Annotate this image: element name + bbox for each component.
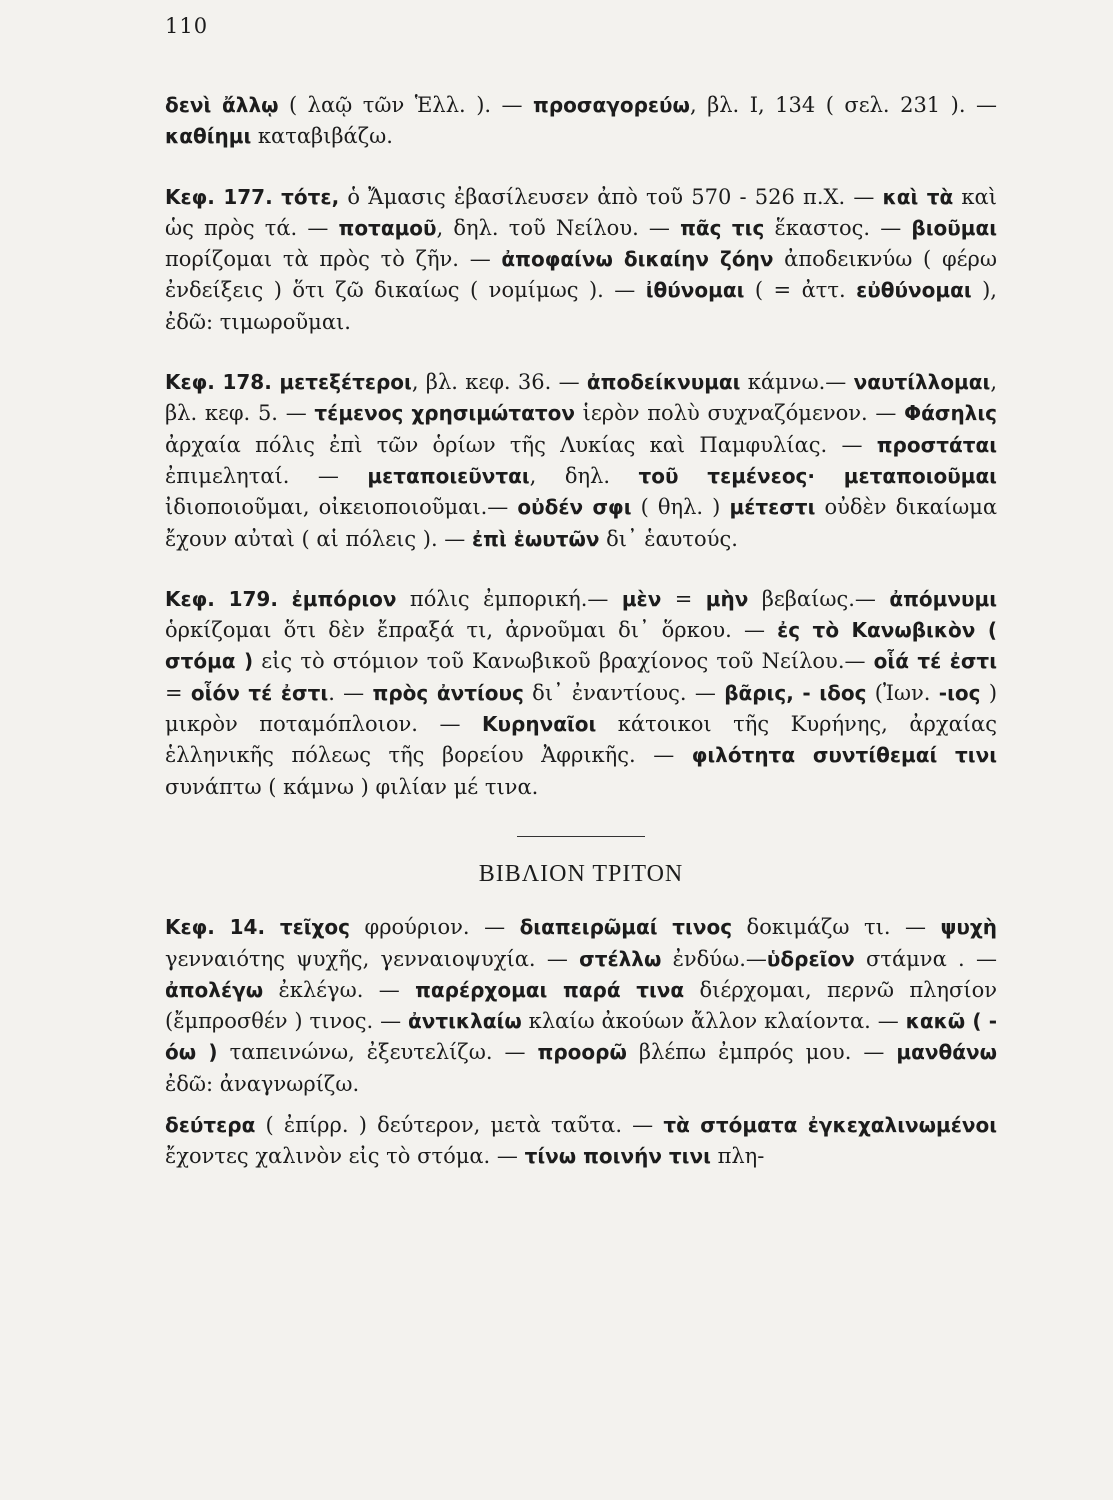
lemma: στέλλω <box>579 946 662 971</box>
lemma: παρέρχομαι παρά τινα <box>415 977 685 1002</box>
lemma: πρὸς ἀντίους <box>372 680 524 705</box>
gloss: , δηλ. <box>529 463 639 488</box>
lemma: μανθάνω <box>896 1040 997 1065</box>
lemma: ἀπολέγω <box>165 977 264 1002</box>
lemma: ποταμοῦ <box>338 215 437 240</box>
gloss: ἐνδύω.— <box>661 946 767 971</box>
lemma: πᾶς τις <box>680 215 765 240</box>
lemma: προορῶ <box>537 1040 627 1065</box>
lemma: καθίημι <box>165 124 252 149</box>
gloss: (Ἰων. <box>866 680 939 705</box>
gloss: ὁρκίζομαι ὅτι δὲν ἔπραξά τι, ἀρνοῦμαι δι᾽ ὅρκου. — <box>165 618 778 643</box>
paragraph-p0 <box>165 90 997 153</box>
lemma: ἐς τὸ Κανωβικὸν ( στόμα ) <box>165 618 997 674</box>
lemma: Κεφ. 14. τεῖχος <box>165 915 351 940</box>
gloss: δοκιμάζω τι. — <box>732 915 941 940</box>
lemma: μὲν <box>621 586 662 611</box>
lemma: Κεφ. 179. ἐμπόριον <box>165 586 397 611</box>
gloss: βεβαίως.— <box>748 586 890 611</box>
lemma: ψυχὴ <box>940 915 997 940</box>
gloss: , δηλ. τοῦ Νείλου. — <box>436 215 681 240</box>
gloss: δι᾽ ἐναντίους. — <box>523 680 725 705</box>
section-divider <box>517 836 645 837</box>
book-title: ΒΙΒΛΙΟΝ ΤΡΙΤΟΝ <box>478 860 684 887</box>
gloss: διέρχομαι, περνῶ πλησίον (ἔμπροσθέν ) τινος. — <box>165 977 997 1034</box>
gloss: πόλις ἐμπορική.— <box>396 586 622 611</box>
lemma: φιλότητα συντίθεμαί τινι <box>691 743 998 768</box>
lemma: καὶ τὰ <box>882 184 954 209</box>
lemma: ὑδρεῖον <box>766 946 855 971</box>
lemma: τοῦ τεμένεος· μεταποιοῦμαι <box>638 463 997 488</box>
lemma: ἀποφαίνω δικαίην ζόην <box>501 247 774 272</box>
gloss: ἐδῶ: ἀναγνωρίζω. <box>165 1071 360 1096</box>
paragraph-p178 <box>165 367 997 555</box>
gloss: καταβιβάζω. <box>251 124 393 149</box>
gloss: ταπεινώνω, ἐξευτελίζω. — <box>217 1040 538 1065</box>
gloss: = <box>661 586 706 611</box>
gloss: ἰδιοποιοῦμαι, οἰκειοποιοῦμαι.— <box>165 495 518 520</box>
lemma: εὐθύνομαι <box>856 278 972 303</box>
lemma: προστάται <box>876 432 997 457</box>
gloss: , βλ. κεφ. 5. — <box>165 370 997 426</box>
lemma: ἀποδείκνυμαι <box>586 370 741 395</box>
lemma: Κεφ. 177. τότε, <box>165 184 340 209</box>
page-number: 110 <box>165 14 209 38</box>
gloss: κάτοικοι τῆς Κυρήνης, ἀρχαίας ἑλληνικῆς πόλεως τῆς βορείου Ἀφρικῆς. — <box>165 712 997 768</box>
paragraph-p179 <box>165 584 997 803</box>
gloss: δι᾽ ἑαυτούς. <box>599 526 738 551</box>
lemma: -ιος <box>938 680 981 705</box>
lemma: Κυρηναῖοι <box>482 712 597 737</box>
gloss: ἀρχαία πόλις ἐπὶ τῶν ὁρίων τῆς Λυκίας καὶ Παμφυλίας. — <box>165 432 877 457</box>
gloss: οὐδὲν δικαίωμα ἔχουν αὐταὶ ( αἱ πόλεις ). — <box>165 495 998 551</box>
gloss: ἱερὸν πολὺ συχναζόμενον. — <box>574 401 905 426</box>
gloss: πλη- <box>710 1144 765 1169</box>
lemma: ἰθύνομαι <box>645 278 745 303</box>
gloss: κάμνω.— <box>740 370 854 395</box>
gloss: εἰς τὸ στόμιον τοῦ Κανωβικοῦ βραχίονος τοῦ Νείλου.— <box>253 649 874 674</box>
gloss: συνάπτω ( κάμνω ) φιλίαν μέ τινα. <box>165 774 539 799</box>
gloss: στάμνα . — <box>854 946 997 971</box>
gloss: ) μικρὸν ποταμόπλοιον. — <box>165 680 998 737</box>
gloss: ἔχοντες χαλινὸν εἰς τὸ στόμα. — <box>165 1144 525 1169</box>
lemma: οἷά τέ ἐστι <box>873 649 997 674</box>
lemma: Κεφ. 178. μετεξέτεροι <box>165 370 412 395</box>
commentary-book-3 <box>165 912 997 1172</box>
gloss: βλέπω ἐμπρός μου. — <box>626 1040 897 1065</box>
lemma: οὐδέν σφι <box>517 495 632 520</box>
lemma: ἐπὶ ἑωυτῶν <box>471 526 600 551</box>
paragraph-b3p14b <box>165 1110 997 1173</box>
paragraph-b3p14 <box>165 912 997 1100</box>
lemma: δενὶ ἄλλῳ <box>165 93 279 117</box>
lemma: οἷόν τέ ἐστι <box>190 680 329 705</box>
lemma: διαπειρῶμαί τινος <box>519 915 733 940</box>
lemma: ἀντικλαίω <box>408 1009 522 1034</box>
lemma: μὴν <box>705 586 749 611</box>
lemma: Φάσηλις <box>904 401 997 426</box>
paragraph-p177 <box>165 182 997 338</box>
gloss: ὁ Ἄμασις ἐβασίλευσεν ἀπὸ τοῦ 570 - 526 π.Χ. — <box>339 184 883 209</box>
lemma: τὰ στόματα ἐγκεχαλινωμένοι <box>663 1113 998 1138</box>
lemma: μεταποιεῦνται <box>367 463 530 488</box>
gloss: = <box>165 680 191 705</box>
lemma: ἀπόμνυμι <box>889 586 997 611</box>
gloss: ἀποδεικνύω ( φέρω ἐνδείξεις ) ὅτι ζῶ δικαίως ( νομίμως ). — <box>165 247 997 303</box>
lemma: δεύτερα <box>165 1113 256 1138</box>
commentary-book-2 <box>165 90 997 803</box>
lemma: βιοῦμαι <box>911 215 997 240</box>
gloss: ), ἐδῶ: τιμωροῦμαι. <box>165 278 997 334</box>
lemma: προσαγορεύω <box>533 93 690 117</box>
lemma: βᾶρις, - ιδος <box>724 680 867 705</box>
gloss: κλαίω ἀκούων ἄλλον κλαίοντα. — <box>521 1009 906 1034</box>
gloss: ἐπιμεληταί. — <box>165 463 368 488</box>
gloss: ἕκαστος. — <box>764 215 912 240</box>
gloss: ἐκλέγω. — <box>263 977 416 1002</box>
lemma: κακῶ ( - όω ) <box>165 1009 997 1065</box>
gloss: καὶ ὡς πρὸς τά. — <box>165 184 997 240</box>
lemma: μέτεστι <box>729 495 816 520</box>
gloss: , βλ. κεφ. 36. — <box>411 370 587 395</box>
lemma: ναυτίλλομαι <box>853 370 991 395</box>
page-text <box>165 90 997 1173</box>
gloss: , βλ. Ι, 134 ( σελ. 231 ). — <box>689 93 997 117</box>
gloss: φρούριον. — <box>350 915 520 940</box>
gloss: ( = ἀττ. <box>744 278 857 303</box>
lemma: τίνω ποινήν τινι <box>524 1144 711 1169</box>
gloss: ( λαῷ τῶν Ἑλλ. ). — <box>278 93 534 117</box>
lemma: τέμενος χρησιμώτατον <box>314 401 575 426</box>
gloss: ( θηλ. ) <box>631 495 730 520</box>
gloss: γενναιότης ψυχῆς, γενναιοψυχία. — <box>165 946 580 971</box>
gloss: . — <box>328 680 373 705</box>
gloss: ( ἐπίρρ. ) δεύτερον, μετὰ ταῦτα. — <box>255 1113 664 1138</box>
gloss: πορίζομαι τὰ πρὸς τὸ ζῆν. — <box>165 247 502 272</box>
